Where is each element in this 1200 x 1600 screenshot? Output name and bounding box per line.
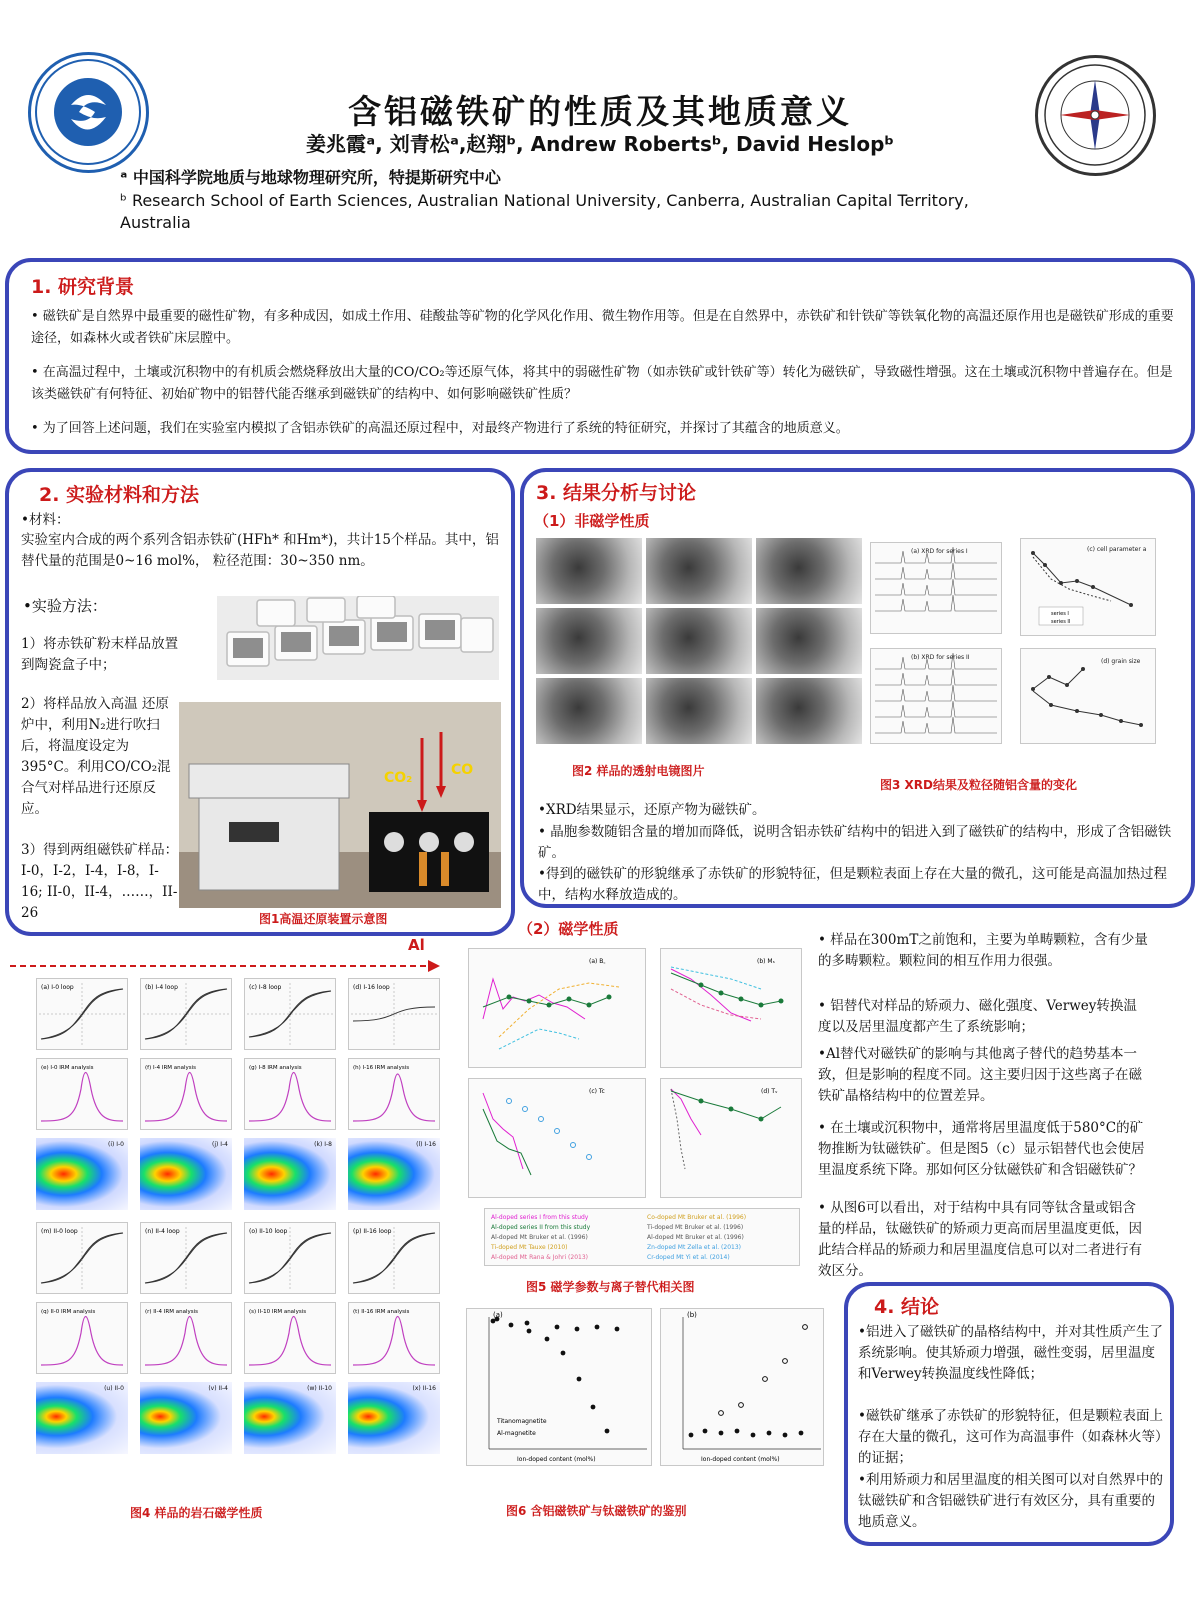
- affiliation-a: ᵃ 中国科学院地质与地球物理研究所，特提斯研究中心: [120, 168, 501, 187]
- figure-4-grid: [8, 978, 436, 1460]
- al-arrow-label: Al: [408, 936, 425, 954]
- method-step-3: 3）得到两组磁铁矿样品：I-0，I-2，I-4，I-8，I-16; II-0，II-4，……，II-26: [21, 842, 179, 921]
- legend-entry: Co-doped Mt Bruker et al. (1996): [647, 1214, 747, 1221]
- forc-label: (l) I-16: [416, 1141, 436, 1148]
- forc-label: (j) I-4: [211, 1141, 228, 1148]
- section-title: 1. 研究背景: [31, 276, 135, 298]
- tem-image: [536, 678, 642, 744]
- figure-3-caption: 图3 XRD结果及粒径随铝含量的变化: [880, 778, 1077, 792]
- section-results: [520, 468, 1195, 908]
- grain-size-chart: [1020, 648, 1156, 744]
- irm-label: (r) II-4 IRM analysis: [145, 1309, 198, 1315]
- irm-label: (t) II-16 IRM analysis: [353, 1309, 410, 1315]
- irm-label: (e) I-0 IRM analysis: [41, 1065, 94, 1071]
- cell-title: (c) cell parameter a: [1087, 546, 1147, 553]
- irm-chart: [140, 1302, 232, 1374]
- tem-image: [756, 538, 862, 604]
- affiliation-b: ᵇ Research School of Earth Sciences, Australian National University, Canberra, Australian Capital Territory, Australia: [120, 191, 969, 232]
- result-bullet-2: • 晶胞参数随铝含量的增加而降低，说明含铝赤铁矿结构中的铝进入到了磁铁矿的结构中，形成了含铝磁铁矿。: [538, 824, 1172, 861]
- co-label: CO: [451, 762, 474, 778]
- panel-label: (b): [687, 1311, 697, 1319]
- axis-label: Ion-doped content (mol%): [701, 1456, 780, 1463]
- method-step-2: 2）将样品放入高温 还原炉中，利用N₂进行吹扫后，将温度设定为395°C。利用CO/CO₂混合气对样品进行还原反应。: [21, 696, 171, 817]
- hysteresis-loop-chart: [140, 978, 232, 1050]
- loop-label: (m) II-0 loop: [41, 1228, 78, 1235]
- materials-text: 实验室内合成的两个系列含铝赤铁矿(HFh* 和Hm*)，共计15个样品。其中，铝 替代量的范围是0~16 mol%， 粒径范围：30~350 nm。: [21, 532, 499, 569]
- legend-entry: Al-doped series II from this study: [491, 1224, 591, 1231]
- legend-entry: Zn-doped Mt Zella et al. (2013): [647, 1244, 741, 1251]
- legend-entry: Cr-doped Mt Yi et al. (2014): [647, 1254, 730, 1261]
- loop-label: (o) II-10 loop: [249, 1228, 288, 1235]
- result-bullet-3: •得到的磁铁矿的形貌继承了赤铁矿的形貌特征，但是颗粒表面上存在大量的微孔，这可能是高温加热过程中，结构水释放造成的。: [538, 866, 1167, 903]
- section-conclusion: [844, 1282, 1174, 1546]
- subsection-nonmagnetic: （1）非磁学性质: [534, 512, 650, 530]
- loop-label: (c) I-8 loop: [249, 984, 282, 991]
- irm-chart: [244, 1302, 336, 1374]
- axis-label: Ion-doped content (mol%): [517, 1456, 596, 1463]
- figure-2-caption: 图2 样品的透射电镜图片: [572, 764, 705, 778]
- figure-6-caption: 图6 含铝磁铁矿与钛磁铁矿的鉴别: [506, 1504, 687, 1518]
- tem-image: [536, 608, 642, 674]
- tem-image-grid: [536, 538, 862, 748]
- methods-heading: •实验方法：: [23, 597, 107, 615]
- section-title: 4. 结论: [874, 1296, 940, 1318]
- figure-5-legend: [484, 1208, 800, 1266]
- hysteresis-loop-chart: [244, 978, 336, 1050]
- section-background: [5, 258, 1195, 454]
- irm-chart: [36, 1302, 128, 1374]
- irm-chart: [244, 1058, 336, 1130]
- tem-image: [756, 608, 862, 674]
- irm-chart: [348, 1058, 440, 1130]
- forc-diagram: [140, 1382, 232, 1454]
- curie-temp-comparison-chart: [466, 1308, 652, 1466]
- irm-chart: [36, 1058, 128, 1130]
- curie-temp-vs-doping-chart: [468, 1078, 646, 1198]
- forc-diagram: [244, 1138, 336, 1210]
- forc-diagram: [244, 1382, 336, 1454]
- magnetic-bullet-3: •Al替代对磁铁矿的影响与其他离子替代的趋势基本一致，但是影响的程度不同。这主要归因于这些离子在磁铁矿晶格结构中的位置差异。: [818, 1046, 1142, 1104]
- background-paragraph-3: • 为了回答上述问题，我们在实验室内模拟了含铝赤铁矿的高温还原过程中，对最终产物进行了系统的特征研究，并探讨了其蕴含的地质意义。: [31, 421, 849, 436]
- legend-series-1: series I: [1051, 611, 1069, 617]
- hysteresis-loop-chart: [140, 1222, 232, 1294]
- legend-entry: Ti-doped Mt Tauxe (2010): [491, 1244, 568, 1251]
- method-step-1: 1）将赤铁矿粉末样品放置到陶瓷盒子中；: [21, 636, 179, 673]
- hysteresis-loop-chart: [348, 1222, 440, 1294]
- forc-label: (x) II-16: [412, 1385, 436, 1392]
- panel-label: (a) B꜀: [589, 958, 606, 965]
- legend-entry: Al-doped Mt Rana & Johri (2013): [491, 1254, 588, 1261]
- xrd-chart-series-1: [870, 542, 1002, 634]
- co2-label: CO₂: [384, 770, 413, 786]
- tem-image: [646, 538, 752, 604]
- hysteresis-loop-chart: [348, 978, 440, 1050]
- legend-entry: Al-doped Mt Bruker et al. (1996): [647, 1234, 744, 1241]
- hysteresis-loop-chart: [244, 1222, 336, 1294]
- background-paragraph-2: • 在高温过程中，土壤或沉积物中的有机质会燃烧释放出大量的CO/CO₂等还原气体，将其中的弱磁性矿物（如赤铁矿或针铁矿等）转化为磁铁矿，导致磁性增强。这在土壤或沉积物中普遍存在。但是该类磁铁矿有何特征、初始矿物中的铝替代能否继承到磁铁矿的结构中、如何影响磁铁矿性质？: [31, 365, 1173, 402]
- legend-entry: Al-doped Mt Bruker et al. (1996): [491, 1234, 588, 1241]
- forc-label: (k) I-8: [314, 1141, 332, 1148]
- legend-entry: Ti-doped Mt Bruker et al. (1996): [647, 1224, 744, 1231]
- fig6-legend-2: Al-magnetite: [497, 1430, 536, 1437]
- author-list: 姜兆霞ᵃ, 刘青松ᵃ,赵翔ᵇ, Andrew Robertsᵇ, David Heslopᵇ: [306, 132, 894, 156]
- panel-label: (c) Tc: [589, 1088, 605, 1095]
- tem-image: [536, 538, 642, 604]
- section-title: 3. 结果分析与讨论: [536, 482, 697, 504]
- irm-label: (q) II-0 IRM analysis: [41, 1309, 96, 1315]
- materials-heading: •材料：: [21, 512, 70, 528]
- tem-image: [646, 678, 752, 744]
- forc-diagram: [348, 1382, 440, 1454]
- magnetic-bullet-4: • 在土壤或沉积物中，通常将居里温度低于580°C的矿物推断为钛磁铁矿。但是图5（c）显示铝替代也会使居里温度系统下降。那如何区分钛磁铁矿和含铝磁铁矿？: [818, 1120, 1145, 1178]
- forc-label: (w) II-10: [307, 1385, 332, 1392]
- tem-image: [646, 608, 752, 674]
- magnetization-vs-doping-chart: [660, 948, 802, 1068]
- poster-title: 含铝磁铁矿的性质及其地质意义: [348, 92, 852, 131]
- forc-diagram: [348, 1138, 440, 1210]
- loop-label: (d) I-16 loop: [353, 984, 390, 991]
- irm-label: (h) I-16 IRM analysis: [353, 1065, 410, 1071]
- xrd-title-1: (a) XRD for series I: [911, 548, 968, 555]
- coercivity-vs-doping-chart: [468, 948, 646, 1068]
- fig6-legend-1: Titanomagnetite: [497, 1418, 547, 1425]
- legend-entry: Al-doped series I from this study: [491, 1214, 589, 1221]
- irm-label: (f) I-4 IRM analysis: [145, 1065, 197, 1071]
- irm-chart: [348, 1302, 440, 1374]
- figure-4-caption: 图4 样品的岩石磁学性质: [130, 1506, 263, 1520]
- conclusion-3: •利用矫顽力和居里温度的相关图可以对自然界中的钛磁铁矿和含铝磁铁矿进行有效区分，具有重要的地质意义。: [858, 1472, 1163, 1530]
- grain-title: (d) grain size: [1101, 658, 1141, 665]
- hysteresis-loop-chart: [36, 1222, 128, 1294]
- al-arrow: [10, 958, 440, 972]
- hysteresis-loop-chart: [36, 978, 128, 1050]
- coercivity-comparison-chart: [660, 1308, 824, 1466]
- verwey-temp-vs-doping-chart: [660, 1078, 802, 1198]
- loop-label: (n) II-4 loop: [145, 1228, 180, 1235]
- forc-label: (v) II-4: [208, 1385, 228, 1392]
- ceramic-boat-photo: [217, 596, 499, 680]
- loop-label: (a) I-0 loop: [41, 984, 74, 991]
- forc-diagram: [140, 1138, 232, 1210]
- tem-image: [756, 678, 862, 744]
- conclusion-2: •磁铁矿继承了赤铁矿的形貌特征，但是颗粒表面上存在大量的微孔，这可作为高温事件（如森林火等）的证据；: [858, 1408, 1163, 1466]
- section-methods: [5, 468, 515, 936]
- irm-label: (s) II-10 IRM analysis: [249, 1309, 307, 1315]
- legend-series-2: series II: [1051, 619, 1071, 625]
- irm-chart: [140, 1058, 232, 1130]
- forc-diagram: [36, 1138, 128, 1210]
- xrd-title-2: (b) XRD for series II: [911, 654, 970, 661]
- subsection-magnetic: （2）磁学性质: [518, 920, 619, 938]
- forc-label: (u) II-0: [104, 1385, 124, 1392]
- irm-label: (g) I-8 IRM analysis: [249, 1065, 302, 1071]
- figure-5-caption: 图5 磁学参数与离子替代相关图: [526, 1280, 695, 1294]
- panel-label: (d) Tᵥ: [761, 1088, 778, 1095]
- forc-diagram: [36, 1382, 128, 1454]
- section-title: 2. 实验材料和方法: [39, 484, 200, 506]
- conclusion-1: •铝进入了磁铁矿的晶格结构中，并对其性质产生了系统影响。使其矫顽力增强，磁性变弱，居里温度和Verwey转换温度线性降低；: [858, 1324, 1163, 1382]
- magnetic-bullet-1: • 样品在300mT之前饱和，主要为单畴颗粒，含有少量的多畴颗粒。颗粒间的相互作用力很强。: [818, 932, 1148, 969]
- xrd-chart-series-2: [870, 648, 1002, 744]
- background-paragraph-1: • 磁铁矿是自然界中最重要的磁性矿物，有多种成因，如成土作用、硅酸盐等矿物的化学风化作用、微生物作用等。但是在自然界中，赤铁矿和针铁矿等铁氧化物的高温还原作用也是磁铁矿形成的重要途径，如森林火或者铁矿床层膛中。: [31, 309, 1174, 346]
- magnetic-bullet-2: • 铝替代对样品的矫顽力、磁化强度、Verwey转换温度以及居里温度都产生了系统影响；: [818, 998, 1137, 1035]
- furnace-photo: [179, 702, 501, 908]
- loop-label: (b) I-4 loop: [145, 984, 178, 991]
- result-bullet-1: •XRD结果显示，还原产物为磁铁矿。: [538, 802, 766, 818]
- magnetic-bullet-5: • 从图6可以看出，对于结构中具有同等钛含量或铝含量的样品，钛磁铁矿的矫顽力更高而居里温度更低，因此结合样品的矫顽力和居里温度信息可以对二者进行有效区分。: [818, 1200, 1142, 1279]
- forc-label: (i) I-0: [107, 1141, 124, 1148]
- cell-parameter-chart: [1020, 538, 1156, 636]
- panel-label: (a): [493, 1311, 503, 1319]
- panel-label: (b) Mₛ: [757, 958, 775, 965]
- loop-label: (p) II-16 loop: [353, 1228, 392, 1235]
- figure-1-caption: 图1高温还原装置示意图: [259, 912, 388, 926]
